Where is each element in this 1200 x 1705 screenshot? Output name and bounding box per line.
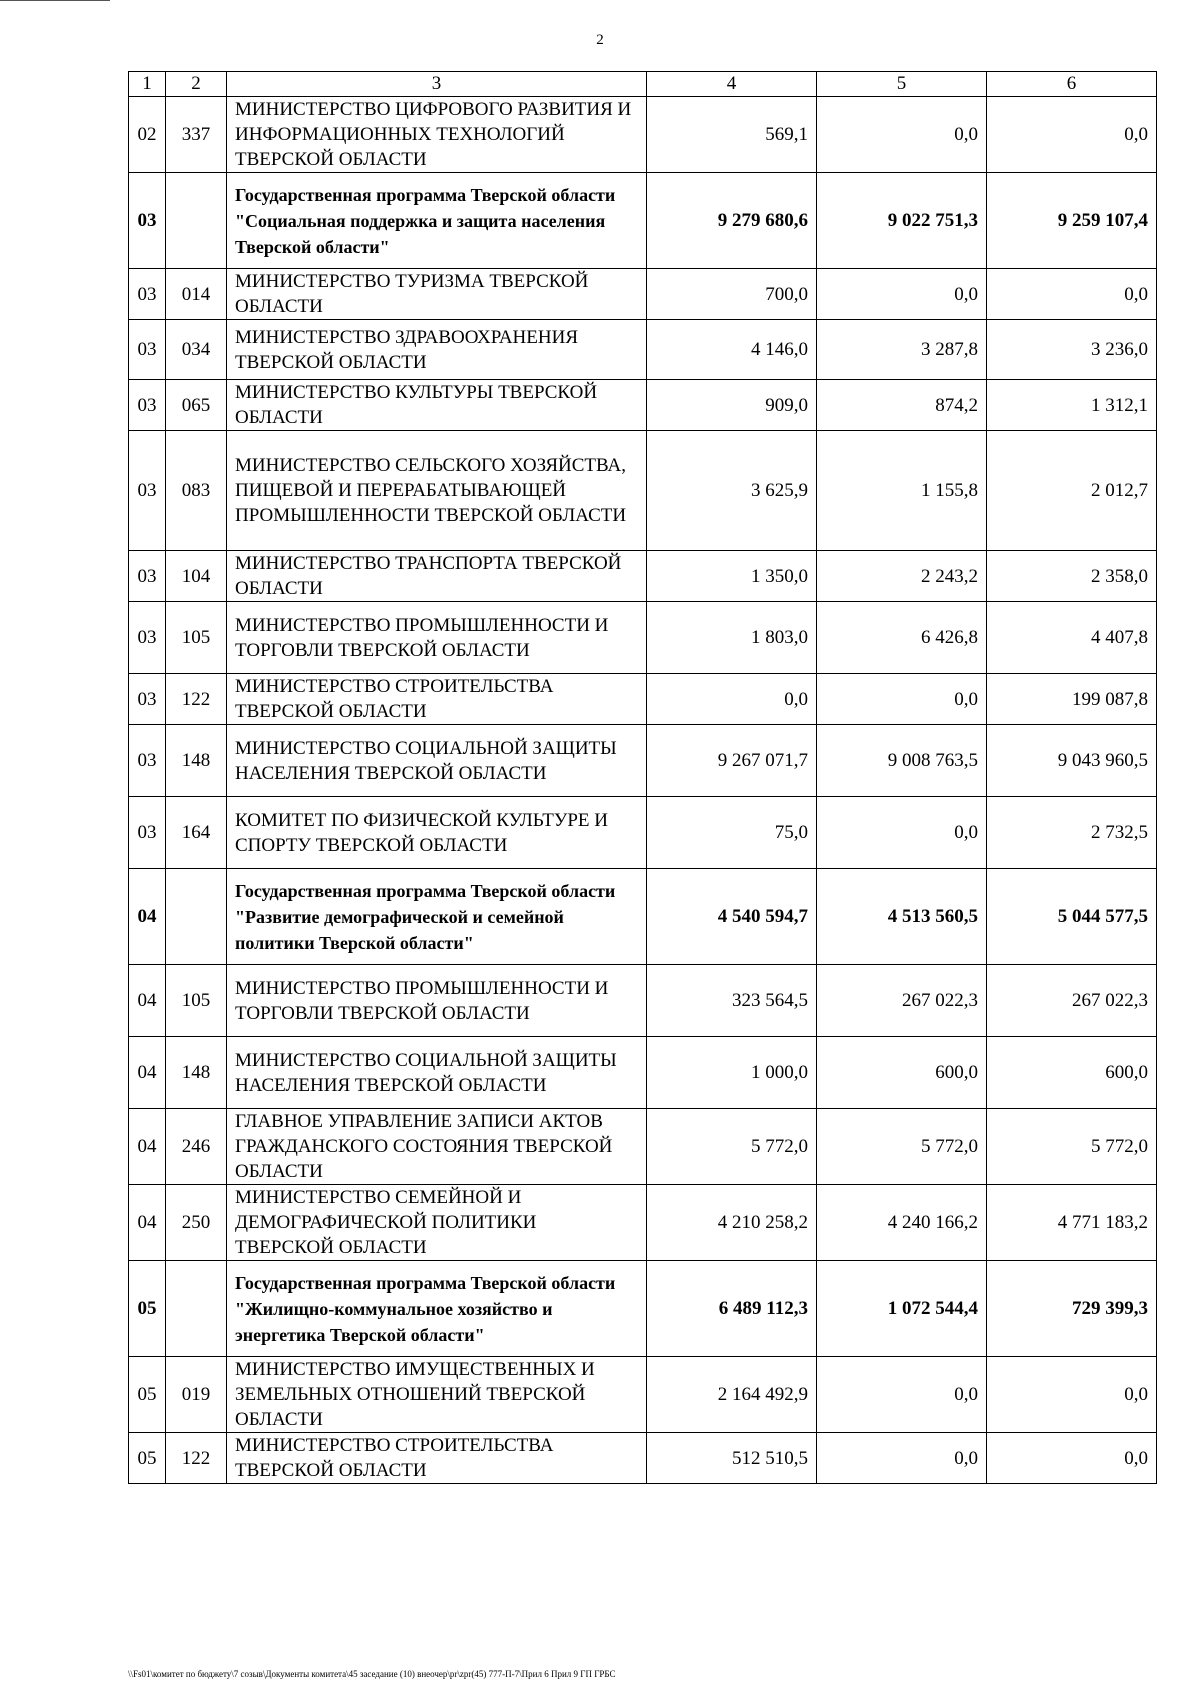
program-code-cell: 03 <box>129 602 166 674</box>
amount-col5-cell: 9 022 751,3 <box>817 173 987 269</box>
amount-col5-cell: 4 513 560,5 <box>817 869 987 965</box>
amount-col4-cell: 569,1 <box>647 97 817 173</box>
amount-col5-cell: 1 072 544,4 <box>817 1261 987 1357</box>
name-cell: МИНИСТЕРСТВО ЦИФРОВОГО РАЗВИТИЯ И ИНФОРМАЦИОННЫХ ТЕХНОЛОГИЙ ТВЕРСКОЙ ОБЛАСТИ <box>227 97 647 173</box>
amount-col4-cell: 3 625,9 <box>647 431 817 551</box>
grbs-code-cell: 083 <box>166 431 227 551</box>
amount-col4-cell: 1 350,0 <box>647 551 817 602</box>
amount-col6-cell: 4 771 183,2 <box>987 1185 1157 1261</box>
file-path-footer: \\Fs01\комитет по бюджету\7 созыв\Документы комитета\45 заседание (10) внеочер\pr\zpr(45) 777-П-7\Прил 6 Прил 9 ГП ГРБС <box>128 1669 616 1679</box>
amount-col4-cell: 1 803,0 <box>647 602 817 674</box>
amount-col5-cell: 9 008 763,5 <box>817 725 987 797</box>
amount-col5-cell: 0,0 <box>817 1433 987 1484</box>
table-row <box>129 431 1157 551</box>
program-code-cell: 03 <box>129 674 166 725</box>
amount-col4-cell: 700,0 <box>647 269 817 320</box>
name-cell: Государственная программа Тверской области "Развитие демографической и семейной политики Тверской области" <box>227 869 647 965</box>
program-code-cell: 03 <box>129 173 166 269</box>
amount-col4-cell: 5 772,0 <box>647 1109 817 1185</box>
name-cell: Государственная программа Тверской области "Социальная поддержка и защита населения Тверской области" <box>227 173 647 269</box>
amount-col6-cell: 5 772,0 <box>987 1109 1157 1185</box>
table-row <box>129 1433 1157 1484</box>
amount-col5-cell: 0,0 <box>817 797 987 869</box>
grbs-code-cell <box>166 869 227 965</box>
amount-col5-cell: 6 426,8 <box>817 602 987 674</box>
amount-col5-cell: 3 287,8 <box>817 320 987 380</box>
amount-col6-cell: 0,0 <box>987 97 1157 173</box>
column-number-6: 6 <box>987 72 1157 97</box>
table-row <box>129 320 1157 380</box>
budget-table-body <box>129 72 1157 1484</box>
name-cell: МИНИСТЕРСТВО КУЛЬТУРЫ ТВЕРСКОЙ ОБЛАСТИ <box>227 380 647 431</box>
table-row <box>129 1037 1157 1109</box>
amount-col6-cell: 600,0 <box>987 1037 1157 1109</box>
amount-col4-cell: 909,0 <box>647 380 817 431</box>
column-number-3: 3 <box>227 72 647 97</box>
amount-col6-cell: 0,0 <box>987 1433 1157 1484</box>
amount-col4-cell: 4 146,0 <box>647 320 817 380</box>
table-row <box>129 1109 1157 1185</box>
grbs-code-cell: 164 <box>166 797 227 869</box>
amount-col4-cell: 6 489 112,3 <box>647 1261 817 1357</box>
program-code-cell: 04 <box>129 1185 166 1261</box>
amount-col4-cell: 4 540 594,7 <box>647 869 817 965</box>
program-code-cell: 05 <box>129 1261 166 1357</box>
program-code-cell: 04 <box>129 1109 166 1185</box>
table-row <box>129 97 1157 173</box>
amount-col4-cell: 1 000,0 <box>647 1037 817 1109</box>
amount-col4-cell: 9 267 071,7 <box>647 725 817 797</box>
amount-col5-cell: 0,0 <box>817 674 987 725</box>
grbs-code-cell: 250 <box>166 1185 227 1261</box>
amount-col4-cell: 4 210 258,2 <box>647 1185 817 1261</box>
amount-col5-cell: 1 155,8 <box>817 431 987 551</box>
amount-col5-cell: 5 772,0 <box>817 1109 987 1185</box>
amount-col6-cell: 0,0 <box>987 269 1157 320</box>
name-cell: МИНИСТЕРСТВО ПРОМЫШЛЕННОСТИ И ТОРГОВЛИ ТВЕРСКОЙ ОБЛАСТИ <box>227 965 647 1037</box>
name-cell: МИНИСТЕРСТВО СТРОИТЕЛЬСТВА ТВЕРСКОЙ ОБЛАСТИ <box>227 674 647 725</box>
amount-col4-cell: 75,0 <box>647 797 817 869</box>
column-number-5: 5 <box>817 72 987 97</box>
program-row <box>129 173 1157 269</box>
amount-col4-cell: 323 564,5 <box>647 965 817 1037</box>
column-number-1: 1 <box>129 72 166 97</box>
grbs-code-cell: 104 <box>166 551 227 602</box>
amount-col5-cell: 600,0 <box>817 1037 987 1109</box>
column-number-row <box>129 72 1157 97</box>
grbs-code-cell: 122 <box>166 674 227 725</box>
table-row <box>129 674 1157 725</box>
amount-col5-cell: 4 240 166,2 <box>817 1185 987 1261</box>
grbs-code-cell: 148 <box>166 1037 227 1109</box>
scan-artifact-line <box>0 0 110 1</box>
amount-col6-cell: 4 407,8 <box>987 602 1157 674</box>
grbs-code-cell: 105 <box>166 965 227 1037</box>
program-code-cell: 05 <box>129 1357 166 1433</box>
name-cell: МИНИСТЕРСТВО ТРАНСПОРТА ТВЕРСКОЙ ОБЛАСТИ <box>227 551 647 602</box>
grbs-code-cell: 065 <box>166 380 227 431</box>
amount-col4-cell: 512 510,5 <box>647 1433 817 1484</box>
name-cell: МИНИСТЕРСТВО СОЦИАЛЬНОЙ ЗАЩИТЫ НАСЕЛЕНИЯ ТВЕРСКОЙ ОБЛАСТИ <box>227 1037 647 1109</box>
column-number-2: 2 <box>166 72 227 97</box>
amount-col6-cell: 5 044 577,5 <box>987 869 1157 965</box>
grbs-code-cell: 337 <box>166 97 227 173</box>
grbs-code-cell: 122 <box>166 1433 227 1484</box>
name-cell: МИНИСТЕРСТВО СТРОИТЕЛЬСТВА ТВЕРСКОЙ ОБЛАСТИ <box>227 1433 647 1484</box>
name-cell: Государственная программа Тверской области "Жилищно-коммунальное хозяйство и энергетика Тверской области" <box>227 1261 647 1357</box>
amount-col4-cell: 0,0 <box>647 674 817 725</box>
amount-col4-cell: 2 164 492,9 <box>647 1357 817 1433</box>
program-code-cell: 04 <box>129 965 166 1037</box>
amount-col6-cell: 9 259 107,4 <box>987 173 1157 269</box>
table-row <box>129 1357 1157 1433</box>
table-row <box>129 725 1157 797</box>
grbs-code-cell: 014 <box>166 269 227 320</box>
name-cell: МИНИСТЕРСТВО СЕЛЬСКОГО ХОЗЯЙСТВА, ПИЩЕВОЙ И ПЕРЕРАБАТЫВАЮЩЕЙ ПРОМЫШЛЕННОСТИ ТВЕРСКОЙ ОБЛАСТИ <box>227 431 647 551</box>
amount-col5-cell: 874,2 <box>817 380 987 431</box>
name-cell: МИНИСТЕРСТВО ТУРИЗМА ТВЕРСКОЙ ОБЛАСТИ <box>227 269 647 320</box>
program-code-cell: 04 <box>129 869 166 965</box>
program-row <box>129 1261 1157 1357</box>
program-code-cell: 05 <box>129 1433 166 1484</box>
amount-col6-cell: 2 358,0 <box>987 551 1157 602</box>
grbs-code-cell: 034 <box>166 320 227 380</box>
table-row <box>129 1185 1157 1261</box>
amount-col6-cell: 199 087,8 <box>987 674 1157 725</box>
page-number: 2 <box>596 32 604 48</box>
amount-col5-cell: 0,0 <box>817 97 987 173</box>
table-row <box>129 965 1157 1037</box>
grbs-code-cell: 148 <box>166 725 227 797</box>
amount-col4-cell: 9 279 680,6 <box>647 173 817 269</box>
amount-col6-cell: 3 236,0 <box>987 320 1157 380</box>
amount-col6-cell: 0,0 <box>987 1357 1157 1433</box>
program-code-cell: 03 <box>129 269 166 320</box>
amount-col6-cell: 2 732,5 <box>987 797 1157 869</box>
amount-col5-cell: 0,0 <box>817 1357 987 1433</box>
column-number-4: 4 <box>647 72 817 97</box>
name-cell: КОМИТЕТ ПО ФИЗИЧЕСКОЙ КУЛЬТУРЕ И СПОРТУ ТВЕРСКОЙ ОБЛАСТИ <box>227 797 647 869</box>
amount-col6-cell: 267 022,3 <box>987 965 1157 1037</box>
amount-col5-cell: 0,0 <box>817 269 987 320</box>
grbs-code-cell: 246 <box>166 1109 227 1185</box>
table-row <box>129 602 1157 674</box>
name-cell: МИНИСТЕРСТВО СЕМЕЙНОЙ И ДЕМОГРАФИЧЕСКОЙ ПОЛИТИКИ ТВЕРСКОЙ ОБЛАСТИ <box>227 1185 647 1261</box>
name-cell: МИНИСТЕРСТВО СОЦИАЛЬНОЙ ЗАЩИТЫ НАСЕЛЕНИЯ ТВЕРСКОЙ ОБЛАСТИ <box>227 725 647 797</box>
grbs-code-cell: 105 <box>166 602 227 674</box>
amount-col5-cell: 267 022,3 <box>817 965 987 1037</box>
table-row <box>129 380 1157 431</box>
program-code-cell: 03 <box>129 380 166 431</box>
program-code-cell: 03 <box>129 551 166 602</box>
amount-col6-cell: 729 399,3 <box>987 1261 1157 1357</box>
name-cell: МИНИСТЕРСТВО ПРОМЫШЛЕННОСТИ И ТОРГОВЛИ ТВЕРСКОЙ ОБЛАСТИ <box>227 602 647 674</box>
name-cell: ГЛАВНОЕ УПРАВЛЕНИЕ ЗАПИСИ АКТОВ ГРАЖДАНСКОГО СОСТОЯНИЯ ТВЕРСКОЙ ОБЛАСТИ <box>227 1109 647 1185</box>
table-row <box>129 551 1157 602</box>
table-row <box>129 269 1157 320</box>
program-code-cell: 04 <box>129 1037 166 1109</box>
grbs-code-cell: 019 <box>166 1357 227 1433</box>
program-code-cell: 03 <box>129 431 166 551</box>
amount-col5-cell: 2 243,2 <box>817 551 987 602</box>
program-code-cell: 03 <box>129 725 166 797</box>
table-row <box>129 797 1157 869</box>
program-code-cell: 02 <box>129 97 166 173</box>
name-cell: МИНИСТЕРСТВО ИМУЩЕСТВЕННЫХ И ЗЕМЕЛЬНЫХ ОТНОШЕНИЙ ТВЕРСКОЙ ОБЛАСТИ <box>227 1357 647 1433</box>
grbs-code-cell <box>166 173 227 269</box>
grbs-code-cell <box>166 1261 227 1357</box>
amount-col6-cell: 1 312,1 <box>987 380 1157 431</box>
program-code-cell: 03 <box>129 320 166 380</box>
budget-table <box>128 71 1157 1484</box>
name-cell: МИНИСТЕРСТВО ЗДРАВООХРАНЕНИЯ ТВЕРСКОЙ ОБЛАСТИ <box>227 320 647 380</box>
program-row <box>129 869 1157 965</box>
amount-col6-cell: 9 043 960,5 <box>987 725 1157 797</box>
program-code-cell: 03 <box>129 797 166 869</box>
amount-col6-cell: 2 012,7 <box>987 431 1157 551</box>
